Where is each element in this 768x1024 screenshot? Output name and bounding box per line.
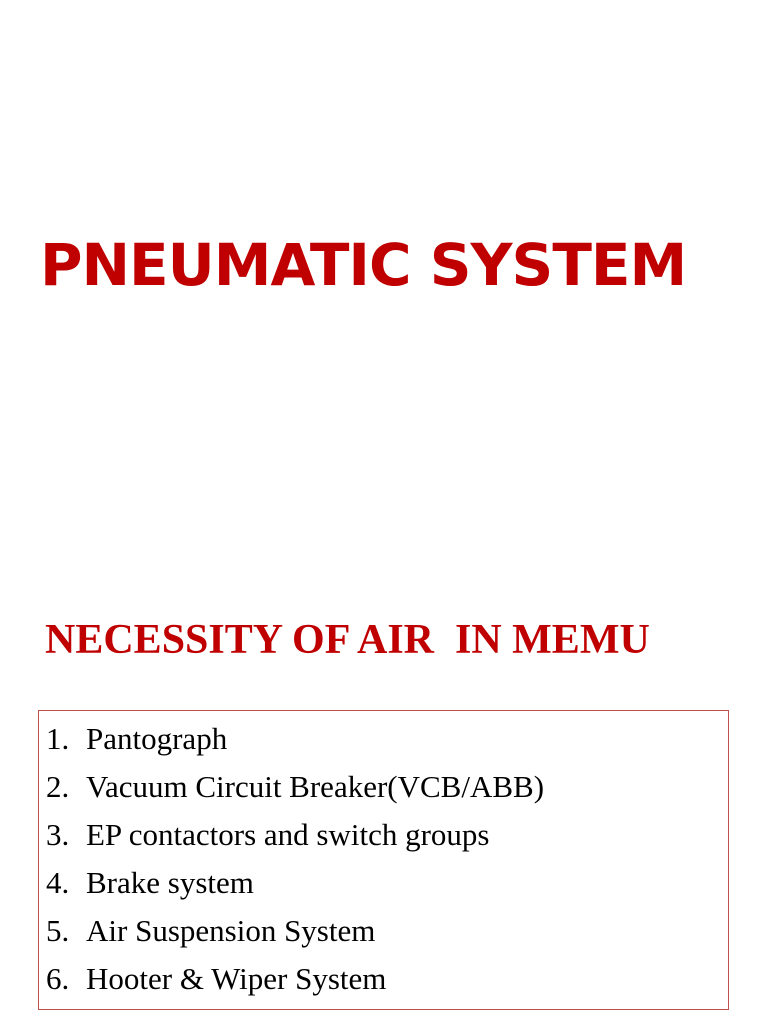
list-item-number: 6. [46, 961, 70, 996]
list-item-number: 3. [46, 817, 70, 852]
list-item [46, 907, 728, 955]
list-item-number: 4. [46, 865, 70, 900]
list-item-number: 2. [46, 769, 70, 804]
list-item-text: EP contactors and switch groups [86, 817, 490, 852]
list-item-number: 5. [46, 913, 70, 948]
list-item-text: Hooter & Wiper System [86, 961, 387, 996]
necessity-list [39, 711, 728, 1003]
list-item [46, 763, 728, 811]
list-item-text: Air Suspension System [86, 913, 376, 948]
list-item-text: Vacuum Circuit Breaker(VCB/ABB) [86, 769, 545, 804]
list-item [46, 955, 728, 1003]
list-item [46, 715, 728, 763]
list-item-text: Pantograph [86, 721, 228, 756]
slide-title: PNEUMATIC SYSTEM [40, 231, 687, 299]
section-heading: NECESSITY OF AIR IN MEMU [45, 617, 650, 663]
list-item [46, 811, 728, 859]
necessity-list-box [38, 710, 729, 1010]
list-item [46, 859, 728, 907]
list-item-text: Brake system [86, 865, 254, 900]
list-item-number: 1. [46, 721, 70, 756]
